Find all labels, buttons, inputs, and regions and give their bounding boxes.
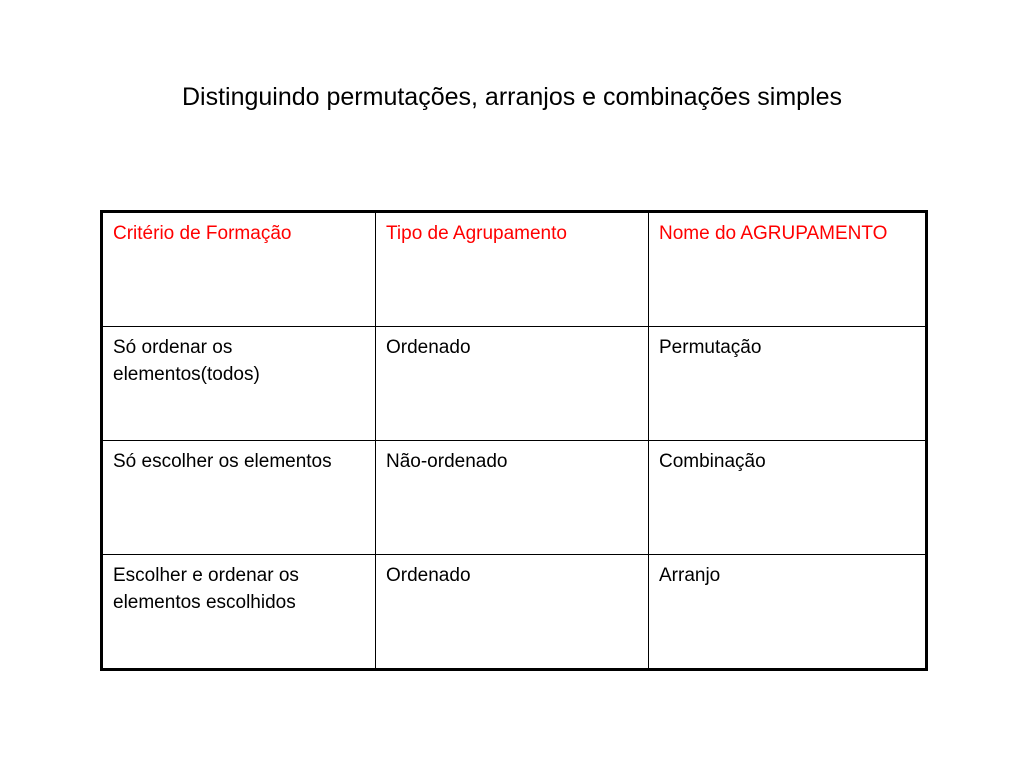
cell-nome: Permutação (649, 327, 927, 441)
table-row (102, 555, 927, 670)
header-criterio: Critério de Formação (102, 212, 376, 327)
cell-tipo: Não-ordenado (376, 441, 649, 555)
cell-criterio: Só ordenar os elementos(todos) (102, 327, 376, 441)
cell-criterio: Escolher e ordenar os elementos escolhidos (102, 555, 376, 670)
cell-tipo: Ordenado (376, 555, 649, 670)
comparison-table (100, 210, 928, 671)
header-tipo: Tipo de Agrupamento (376, 212, 649, 327)
cell-nome: Combinação (649, 441, 927, 555)
cell-tipo: Ordenado (376, 327, 649, 441)
header-nome: Nome do AGRUPAMENTO (649, 212, 927, 327)
table-row (102, 327, 927, 441)
page-title: Distinguindo permutações, arranjos e combinações simples (181, 83, 843, 111)
cell-nome: Arranjo (649, 555, 927, 670)
table-header-row (102, 212, 927, 327)
table-row (102, 441, 927, 555)
cell-criterio: Só escolher os elementos (102, 441, 376, 555)
